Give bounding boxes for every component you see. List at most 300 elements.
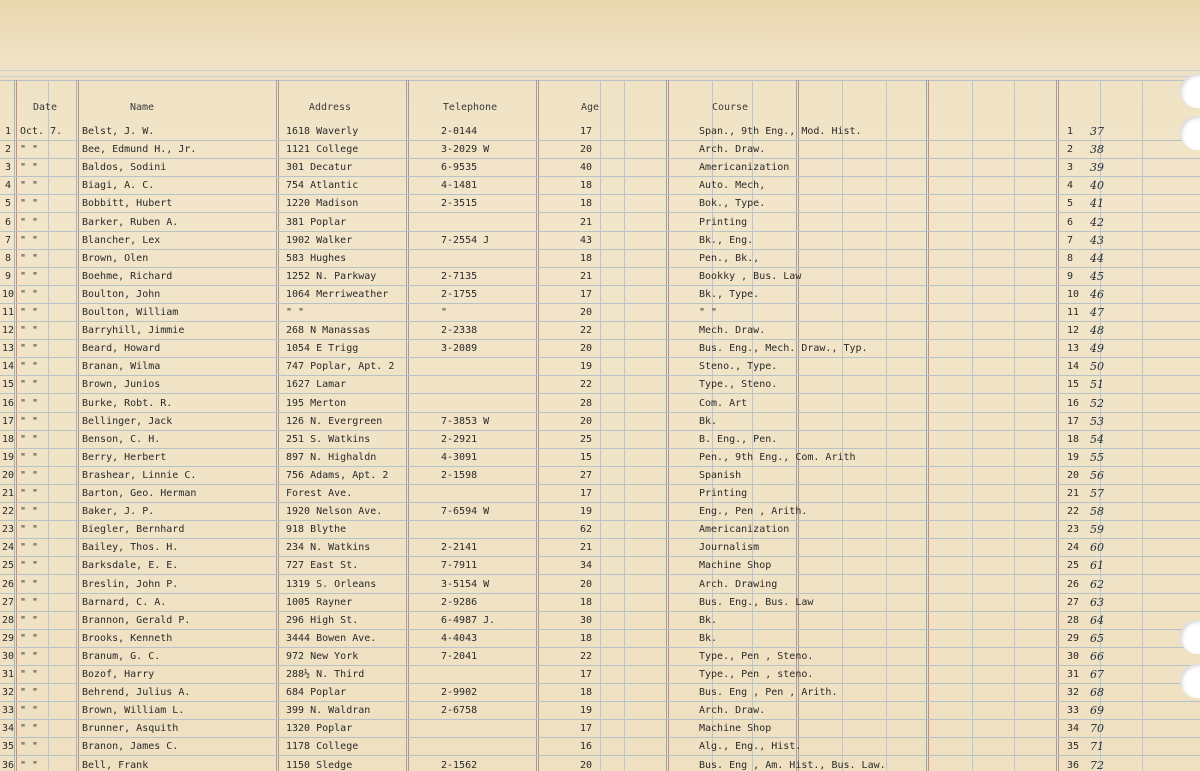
row-number: 10 — [2, 288, 15, 300]
row-date: " " — [20, 270, 39, 282]
header-address: Address — [308, 102, 352, 113]
row-course: " " — [699, 307, 718, 318]
row-sequence-number: 31 — [1067, 669, 1080, 680]
row-address: 747 Poplar, Apt. 2 — [286, 361, 395, 373]
row-age: 15 — [580, 451, 593, 463]
row-telephone: 3-5154 W — [441, 578, 490, 590]
row-name: Brashear, Linnie C. — [82, 469, 197, 481]
row-address: 1252 N. Parkway — [286, 270, 377, 282]
row-age: 17 — [580, 723, 593, 735]
row-address: 1178 College — [286, 741, 359, 753]
row-handwritten-number: 69 — [1090, 704, 1104, 718]
table-row — [0, 556, 1200, 575]
row-sequence-number: 23 — [1067, 524, 1080, 536]
row-number: 7 — [4, 234, 12, 246]
row-name: Biegler, Bernhard — [82, 524, 185, 536]
row-course: Bk. — [699, 415, 718, 427]
row-date: " " — [20, 578, 39, 590]
row-date: Oct. 7. — [20, 126, 63, 137]
row-name: Barton, Geo. Herman — [82, 488, 197, 499]
row-age: 17 — [580, 126, 593, 137]
row-age: 20 — [580, 759, 593, 771]
row-name: Barker, Ruben A. — [82, 216, 179, 228]
row-handwritten-number: 41 — [1090, 197, 1104, 211]
row-telephone: 4-3091 — [441, 451, 478, 463]
row-sequence-number: 21 — [1067, 488, 1080, 499]
row-sequence-number: 11 — [1067, 307, 1080, 318]
row-name: Barnard, C. A. — [82, 596, 167, 608]
row-name: Branan, Wilma — [82, 361, 161, 373]
row-handwritten-number: 46 — [1090, 287, 1104, 301]
table-row — [0, 719, 1200, 738]
row-date: " " — [20, 488, 39, 499]
header-name: Name — [129, 102, 155, 113]
row-handwritten-number: 53 — [1090, 414, 1104, 428]
row-name: Breslin, John P. — [82, 578, 179, 590]
row-telephone: 4-4043 — [441, 632, 478, 644]
row-address: 3444 Bowen Ave. — [286, 632, 377, 644]
row-name: Baker, J. P. — [82, 506, 155, 518]
row-name: Brown, William L. — [82, 705, 185, 717]
row-date: " " — [20, 741, 39, 753]
row-date: " " — [20, 469, 39, 481]
row-course: Arch. Drawing — [699, 578, 778, 590]
table-row — [0, 394, 1200, 413]
row-age: 22 — [580, 379, 593, 391]
row-number: 4 — [4, 180, 12, 192]
row-number: 14 — [2, 361, 15, 373]
row-course: Com. Art — [699, 397, 748, 409]
row-number: 33 — [2, 705, 15, 717]
row-telephone: 2-1755 — [441, 288, 478, 300]
table-row — [0, 701, 1200, 720]
row-handwritten-number: 52 — [1090, 396, 1104, 410]
row-course: Type., Steno. — [699, 379, 778, 391]
row-telephone: 7-3853 W — [441, 415, 490, 427]
row-date: " " — [20, 325, 39, 337]
row-handwritten-number: 42 — [1090, 215, 1104, 229]
row-name: Barksdale, E. E. — [82, 560, 179, 572]
row-date: " " — [20, 687, 39, 699]
row-address: 381 Poplar — [286, 216, 347, 228]
row-handwritten-number: 49 — [1090, 342, 1104, 356]
row-sequence-number: 28 — [1067, 614, 1080, 626]
header-age: Age — [580, 102, 600, 113]
row-telephone: 2-0144 — [441, 126, 478, 137]
row-name: Biagi, A. C. — [82, 180, 155, 192]
row-number: 27 — [2, 596, 15, 608]
row-telephone: 6-4987 J. — [441, 614, 496, 626]
row-handwritten-number: 37 — [1090, 125, 1104, 138]
row-number: 16 — [2, 397, 15, 409]
row-number: 5 — [4, 198, 12, 210]
row-name: Bellinger, Jack — [82, 415, 173, 427]
row-course: Bookky , Bus. Law — [699, 270, 802, 282]
row-sequence-number: 9 — [1067, 270, 1074, 282]
row-date: " " — [20, 614, 39, 626]
row-name: Benson, C. H. — [82, 433, 161, 445]
row-handwritten-number: 66 — [1090, 649, 1104, 663]
table-row — [0, 520, 1200, 539]
row-address: 1150 Sledge — [286, 759, 353, 771]
row-name: Baldos, Sodini — [82, 162, 167, 174]
row-handwritten-number: 44 — [1090, 251, 1104, 265]
row-address: 251 S. Watkins — [286, 433, 371, 445]
row-date: " " — [20, 361, 39, 373]
row-date: " " — [20, 596, 39, 608]
row-handwritten-number: 55 — [1090, 450, 1104, 464]
row-name: Bobbitt, Hubert — [82, 198, 173, 210]
row-address: " " — [286, 307, 305, 318]
row-address: 1618 Waverly — [286, 126, 359, 137]
row-age: 18 — [580, 596, 593, 608]
row-telephone: 2-2338 — [441, 325, 478, 337]
table-row — [0, 756, 1200, 771]
row-sequence-number: 25 — [1067, 560, 1080, 572]
row-name: Barryhill, Jimmie — [82, 325, 185, 337]
row-course: Machine Shop — [699, 560, 772, 572]
row-address: 1054 E Trigg — [286, 343, 359, 355]
row-telephone: 6-9535 — [441, 162, 478, 174]
row-sequence-number: 3 — [1067, 162, 1074, 174]
row-address: 754 Atlantic — [286, 180, 359, 192]
row-date: " " — [20, 343, 39, 355]
row-number: 11 — [2, 307, 15, 318]
row-handwritten-number: 67 — [1090, 668, 1104, 681]
row-handwritten-number: 61 — [1090, 559, 1104, 573]
row-date: " " — [20, 252, 39, 264]
binder-hole — [1180, 74, 1200, 108]
row-address: 918 Blythe — [286, 524, 347, 536]
row-age: 19 — [580, 361, 593, 373]
row-handwritten-number: 59 — [1090, 523, 1104, 537]
row-course: Bus. Eng , Am. Hist., Bus. Law. — [699, 759, 886, 771]
row-course: Arch. Draw. — [699, 144, 766, 156]
row-sequence-number: 8 — [1067, 252, 1074, 264]
row-address: 268 N Manassas — [286, 325, 371, 337]
row-name: Branon, James C. — [82, 741, 179, 753]
table-row — [0, 665, 1200, 684]
row-address: 756 Adams, Apt. 2 — [286, 469, 389, 481]
row-telephone: 4-1481 — [441, 180, 478, 192]
row-name: Beard, Howard — [82, 343, 161, 355]
row-age: 20 — [580, 144, 593, 156]
row-sequence-number: 27 — [1067, 596, 1080, 608]
row-date: " " — [20, 506, 39, 518]
row-date: " " — [20, 669, 39, 680]
table-row — [0, 357, 1200, 376]
row-course: Journalism — [699, 542, 760, 554]
row-date: " " — [20, 216, 39, 228]
table-row — [0, 430, 1200, 449]
row-name: Brown, Olen — [82, 252, 149, 264]
row-address: 399 N. Waldran — [286, 705, 371, 717]
row-number: 23 — [2, 524, 15, 536]
row-course: Americanization — [699, 162, 790, 174]
row-address: 126 N. Evergreen — [286, 415, 383, 427]
row-number: 3 — [4, 162, 12, 174]
row-course: Spanish — [699, 469, 742, 481]
row-course: Steno., Type. — [699, 361, 778, 373]
row-address: 1319 S. Orleans — [286, 578, 377, 590]
table-row — [0, 593, 1200, 612]
row-course: Bus. Eng., Bus. Law — [699, 596, 814, 608]
row-address: 972 New York — [286, 650, 359, 662]
row-course: Americanization — [699, 524, 790, 536]
row-age: 18 — [580, 180, 593, 192]
row-sequence-number: 30 — [1067, 650, 1080, 662]
row-name: Brown, Junios — [82, 379, 161, 391]
row-handwritten-number: 63 — [1090, 595, 1104, 609]
row-course: Auto. Mech, — [699, 180, 766, 192]
table-row — [0, 321, 1200, 340]
row-address: 1902 Walker — [286, 234, 353, 246]
row-name: Blancher, Lex — [82, 234, 161, 246]
header-telephone: Telephone — [442, 102, 498, 113]
row-age: 22 — [580, 325, 593, 337]
row-handwritten-number: 48 — [1090, 324, 1104, 338]
row-age: 21 — [580, 216, 593, 228]
table-row — [0, 375, 1200, 394]
row-number: 35 — [2, 741, 15, 753]
header-date: Date — [32, 102, 58, 113]
table-row — [0, 213, 1200, 232]
row-sequence-number: 34 — [1067, 723, 1080, 735]
row-name: Boulton, John — [82, 288, 161, 300]
row-sequence-number: 15 — [1067, 379, 1080, 391]
row-sequence-number: 19 — [1067, 451, 1080, 463]
row-age: 34 — [580, 560, 593, 572]
row-name: Boulton, William — [82, 307, 179, 318]
row-handwritten-number: 56 — [1090, 468, 1104, 482]
row-handwritten-number: 51 — [1090, 378, 1104, 392]
row-sequence-number: 36 — [1067, 759, 1080, 771]
row-name: Branum, G. C. — [82, 650, 161, 662]
row-date: " " — [20, 234, 39, 246]
row-course: Mech. Draw. — [699, 325, 766, 337]
row-course: B. Eng., Pen. — [699, 433, 778, 445]
row-sequence-number: 5 — [1067, 198, 1074, 210]
row-handwritten-number: 38 — [1090, 143, 1104, 157]
row-age: 20 — [580, 307, 593, 318]
row-date: " " — [20, 180, 39, 192]
table-row — [0, 737, 1200, 756]
row-date: " " — [20, 198, 39, 210]
row-date: " " — [20, 560, 39, 572]
row-course: Bk. — [699, 632, 718, 644]
row-course: Arch. Draw. — [699, 705, 766, 717]
row-sequence-number: 22 — [1067, 506, 1080, 518]
row-address: 301 Decatur — [286, 162, 353, 174]
row-sequence-number: 6 — [1067, 216, 1074, 228]
row-number: 21 — [2, 488, 15, 499]
table-row — [0, 502, 1200, 521]
table-row — [0, 285, 1200, 304]
row-telephone: 3-2029 W — [441, 144, 490, 156]
row-telephone: 2-2141 — [441, 542, 478, 554]
row-name: Belst, J. W. — [82, 126, 155, 137]
row-age: 16 — [580, 741, 593, 753]
row-age: 17 — [580, 669, 593, 680]
row-number: 2 — [4, 144, 12, 156]
row-course: Bk. — [699, 614, 718, 626]
row-address: 583 Hughes — [286, 252, 347, 264]
row-address: 195 Merton — [286, 397, 347, 409]
row-age: 20 — [580, 578, 593, 590]
row-age: 25 — [580, 433, 593, 445]
row-number: 32 — [2, 687, 15, 699]
row-sequence-number: 14 — [1067, 361, 1080, 373]
row-course: Bok., Type. — [699, 198, 766, 210]
row-name: Bell, Frank — [82, 759, 149, 771]
row-telephone: 7-6594 W — [441, 506, 490, 518]
row-age: 43 — [580, 234, 593, 246]
table-row — [0, 140, 1200, 159]
row-handwritten-number: 60 — [1090, 541, 1104, 555]
row-age: 19 — [580, 506, 593, 518]
row-number: 34 — [2, 723, 15, 735]
row-date: " " — [20, 723, 39, 735]
row-age: 18 — [580, 632, 593, 644]
row-address: 296 High St. — [286, 614, 359, 626]
row-sequence-number: 29 — [1067, 632, 1080, 644]
row-course: Span., 9th Eng., Mod. Hist. — [699, 126, 862, 137]
row-address: Forest Ave. — [286, 488, 353, 499]
row-number: 19 — [2, 451, 15, 463]
row-course: Pen., Bk., — [699, 252, 760, 264]
table-row — [0, 249, 1200, 268]
row-course: Printing — [699, 216, 748, 228]
row-date: " " — [20, 288, 39, 300]
row-number: 30 — [2, 650, 15, 662]
row-date: " " — [20, 415, 39, 427]
row-date: " " — [20, 632, 39, 644]
row-number: 36 — [2, 759, 15, 771]
table-row — [0, 683, 1200, 702]
row-number: 22 — [2, 506, 15, 518]
row-name: Behrend, Julius A. — [82, 687, 191, 699]
row-age: 17 — [580, 488, 593, 499]
row-name: Brannon, Gerald P. — [82, 614, 191, 626]
row-age: 21 — [580, 270, 593, 282]
table-row — [0, 484, 1200, 503]
row-address: 288½ N. Third — [286, 669, 365, 680]
row-telephone: 2-1598 — [441, 469, 478, 481]
row-telephone: 2-3515 — [441, 198, 478, 210]
row-age: 20 — [580, 343, 593, 355]
row-date: " " — [20, 162, 39, 174]
row-handwritten-number: 57 — [1090, 487, 1104, 500]
table-row — [0, 611, 1200, 630]
table-row — [0, 194, 1200, 213]
table-row — [0, 647, 1200, 666]
row-handwritten-number: 43 — [1090, 233, 1104, 247]
row-sequence-number: 2 — [1067, 144, 1074, 156]
row-course: Printing — [699, 488, 748, 499]
row-address: 1220 Madison — [286, 198, 359, 210]
row-number: 6 — [4, 216, 12, 228]
row-age: 20 — [580, 415, 593, 427]
row-handwritten-number: 68 — [1090, 686, 1104, 700]
row-number: 28 — [2, 614, 15, 626]
row-handwritten-number: 65 — [1090, 631, 1104, 645]
row-date: " " — [20, 650, 39, 662]
row-number: 9 — [4, 270, 12, 282]
row-age: 40 — [580, 162, 593, 174]
row-date: " " — [20, 705, 39, 717]
row-number: 24 — [2, 542, 15, 554]
row-telephone: 7-7911 — [441, 560, 478, 572]
row-handwritten-number: 70 — [1090, 722, 1104, 736]
row-handwritten-number: 64 — [1090, 613, 1104, 627]
row-age: 28 — [580, 397, 593, 409]
row-age: 21 — [580, 542, 593, 554]
row-name: Burke, Robt. R. — [82, 397, 173, 409]
row-handwritten-number: 50 — [1090, 360, 1104, 374]
row-handwritten-number: 45 — [1090, 269, 1104, 283]
row-address: 1627 Lamar — [286, 379, 347, 391]
row-age: 19 — [580, 705, 593, 717]
row-course: Bk., Type. — [699, 288, 760, 300]
row-sequence-number: 35 — [1067, 741, 1080, 753]
row-name: Berry, Herbert — [82, 451, 167, 463]
row-date: " " — [20, 307, 39, 318]
row-number: 26 — [2, 578, 15, 590]
table-row — [0, 412, 1200, 431]
table-row — [0, 267, 1200, 286]
table-row — [0, 339, 1200, 358]
row-address: 897 N. Highaldn — [286, 451, 377, 463]
row-address: 234 N. Watkins — [286, 542, 371, 554]
row-date: " " — [20, 524, 39, 536]
row-sequence-number: 4 — [1067, 180, 1074, 192]
row-telephone: " — [441, 307, 448, 318]
row-age: 18 — [580, 687, 593, 699]
table-row — [0, 122, 1200, 141]
table-row — [0, 466, 1200, 485]
row-date: " " — [20, 542, 39, 554]
row-sequence-number: 17 — [1067, 415, 1080, 427]
row-address: 1064 Merriweather — [286, 288, 389, 300]
table-row — [0, 448, 1200, 467]
row-course: Bk., Eng. — [699, 234, 754, 246]
row-date: " " — [20, 759, 39, 771]
row-course: Pen., 9th Eng., Com. Arith — [699, 451, 856, 463]
row-age: 27 — [580, 469, 593, 481]
row-name: Bozof, Harry — [82, 669, 155, 680]
row-number: 25 — [2, 560, 15, 572]
row-age: 22 — [580, 650, 593, 662]
row-telephone: 3-2089 — [441, 343, 478, 355]
header-course: Course — [711, 102, 749, 113]
faint-header-band — [0, 0, 1200, 81]
row-course: Eng., Pen , Arith. — [699, 506, 808, 518]
row-name: Boehme, Richard — [82, 270, 173, 282]
row-date: " " — [20, 451, 39, 463]
table-row — [0, 538, 1200, 557]
row-number: 1 — [4, 126, 12, 137]
row-handwritten-number: 47 — [1090, 306, 1104, 319]
row-number: 31 — [2, 669, 15, 680]
row-telephone: 2-7135 — [441, 270, 478, 282]
row-age: 62 — [580, 524, 593, 536]
row-sequence-number: 13 — [1067, 343, 1080, 355]
row-sequence-number: 1 — [1067, 126, 1074, 137]
row-age: 17 — [580, 288, 593, 300]
table-row — [0, 629, 1200, 648]
row-sequence-number: 33 — [1067, 705, 1080, 717]
row-sequence-number: 20 — [1067, 469, 1080, 481]
